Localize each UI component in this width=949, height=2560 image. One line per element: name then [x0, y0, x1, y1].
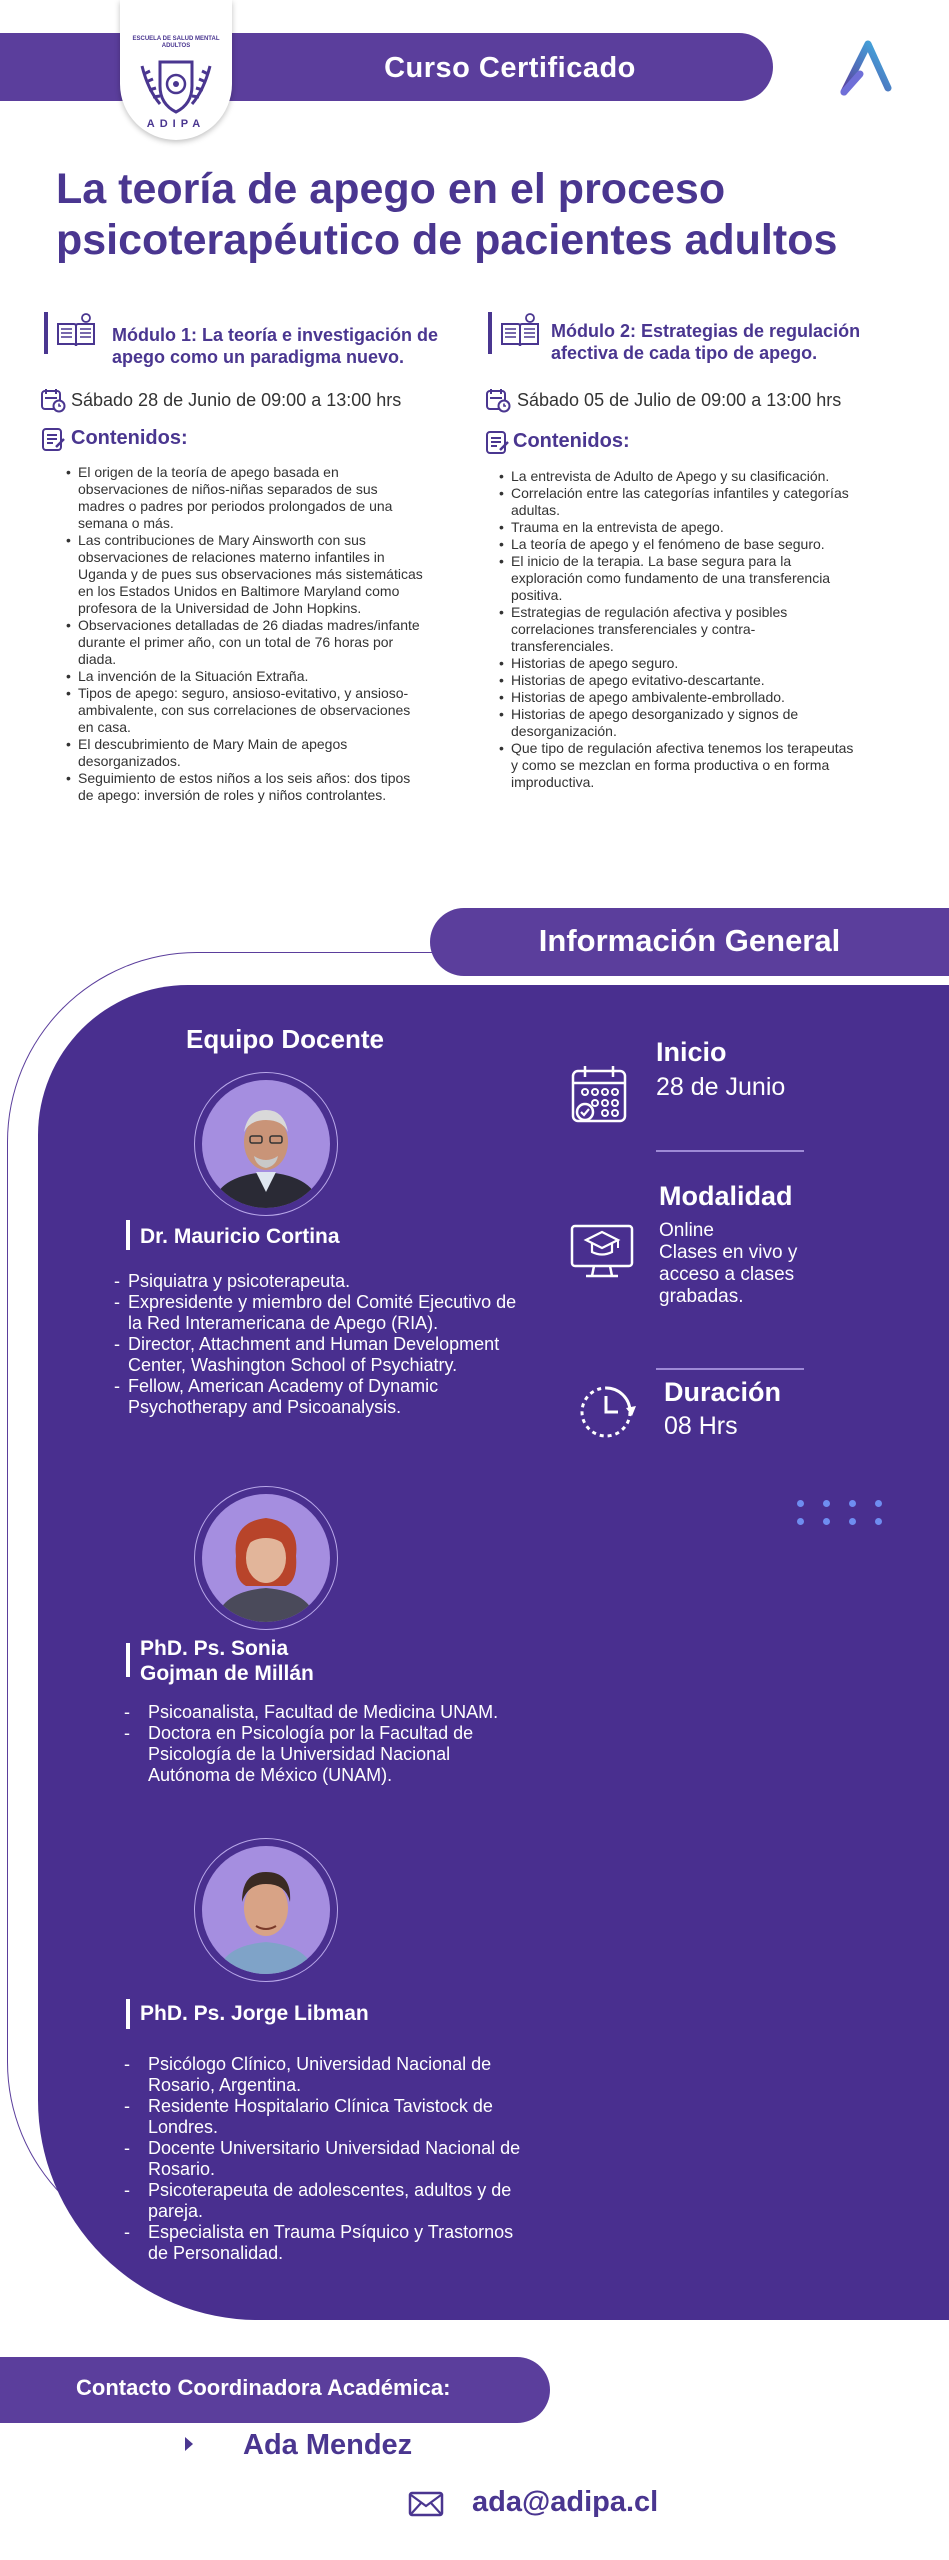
caret-right-icon — [182, 2433, 196, 2455]
page-title: La teoría de apego en el proceso psicoterapéutico de pacientes adultos — [56, 165, 838, 264]
content-item: • Historias de apego seguro. — [499, 655, 854, 672]
credential-item: - Docente Universitario Universidad Nacional de Rosario. — [124, 2138, 534, 2180]
decor-dot — [797, 1518, 804, 1525]
content-item: • Tipos de apego: seguro, ansioso-evitativo, y ansioso-ambivalente, con sus correlaciones de observaciones en casa. — [66, 685, 426, 736]
module-1-contents-list — [66, 464, 426, 804]
credential-item: - Psicoterapeuta de adolescentes, adultos y de pareja. — [124, 2180, 534, 2222]
content-item: • Historias de apego ambivalente-embrollado. — [499, 689, 854, 706]
module-2-title: Módulo 2: Estrategias de regulación afectiva de cada tipo de apego. — [551, 321, 861, 363]
content-item: • Que tipo de regulación afectiva tenemos los terapeutas y como se mezclan en forma productiva o en forma improductiva. — [499, 740, 854, 791]
module-1-title: Módulo 1: La teoría e investigación de apego como un paradigma nuevo. — [112, 325, 439, 367]
content-item: • El origen de la teoría de apego basada en observaciones de niños-niñas separados de sus madres o padres por periodos prolongados de una semana o más. — [66, 464, 426, 532]
teacher-2-photo — [202, 1494, 330, 1622]
mode-value: Online Clases en vivo y acceso a clases grabadas. — [659, 1220, 798, 1307]
divider — [656, 1150, 804, 1152]
content-item: • El inicio de la terapia. La base segura para la exploración como fundamento de una transferencia positiva. — [499, 553, 854, 604]
divider — [656, 1368, 804, 1370]
credential-item: - Director, Attachment and Human Development Center, Washington School of Psychiatry. — [114, 1334, 524, 1376]
credential-item: - Psicoanalista, Facultad de Medicina UNAM. — [124, 1702, 524, 1723]
decor-dot — [849, 1518, 856, 1525]
duration-label: Duración — [664, 1377, 782, 1407]
contact-title: Contacto Coordinadora Académica: — [76, 2375, 451, 2400]
module-1-date: Sábado 28 de Junio de 09:00 a 13:00 hrs — [71, 390, 402, 410]
coordinator-name: Ada Mendez — [243, 2429, 413, 2461]
teacher-3-credentials — [124, 2054, 534, 2264]
decor-dot — [875, 1518, 882, 1525]
content-item: • Historias de apego evitativo-descartante. — [499, 672, 854, 689]
document-list-icon — [40, 427, 66, 453]
clock-icon — [572, 1376, 642, 1446]
decor-dot — [797, 1500, 804, 1507]
module-2-contents-list — [499, 468, 854, 791]
teacher-3-accent-bar — [126, 1999, 130, 2029]
content-item: • La teoría de apego y el fenómeno de base seguro. — [499, 536, 854, 553]
book-idea-icon — [500, 312, 540, 350]
credential-item: - Residente Hospitalario Clínica Tavistock de Londres. — [124, 2096, 534, 2138]
teacher-2-accent-bar — [126, 1643, 130, 1677]
teacher-3-name: PhD. Ps. Jorge Libman — [140, 2002, 369, 2025]
online-class-icon — [568, 1212, 638, 1282]
general-info-title: Información General — [538, 923, 841, 958]
content-item: • El descubrimiento de Mary Main de apegos desorganizados. — [66, 736, 426, 770]
book-idea-icon — [56, 312, 96, 350]
content-item: • Correlación entre las categorías infantiles y categorías adultas. — [499, 485, 854, 519]
coordinator-email-link[interactable]: ada@adipa.cl — [472, 2486, 659, 2518]
decor-dot — [875, 1500, 882, 1507]
module-1-contents-label: Contenidos: — [71, 427, 188, 449]
calendar-clock-icon — [40, 387, 66, 413]
credential-item: - Fellow, American Academy of Dynamic Psychotherapy and Psicoanalysis. — [114, 1376, 524, 1418]
teacher-2-name: PhD. Ps. Sonia Gojman de Millán — [140, 1637, 314, 1685]
teacher-1-credentials — [114, 1271, 524, 1418]
credential-item: - Expresidente y miembro del Comité Ejecutivo de la Red Interamericana de Apego (RIA). — [114, 1292, 524, 1334]
logo-caption: ESCUELA DE SALUD MENTAL ADULTOS — [132, 36, 220, 49]
content-item: • La entrevista de Adulto de Apego y su clasificación. — [499, 468, 854, 485]
start-value: 28 de Junio — [656, 1073, 786, 1101]
decor-dot — [823, 1500, 830, 1507]
content-item: • Trauma en la entrevista de apego. — [499, 519, 854, 536]
logo-wordmark: ADIPA — [146, 118, 206, 130]
credential-item: - Psicólogo Clínico, Universidad Nacional de Rosario, Argentina. — [124, 2054, 534, 2096]
course-type-label: Curso Certificado — [384, 52, 636, 84]
duration-value: 08 Hrs — [664, 1412, 738, 1440]
content-item: • Observaciones detalladas de 26 diadas madres/infante durante el primer año, con un total de 76 horas por diada. — [66, 617, 426, 668]
module-2-accent-bar — [488, 312, 492, 354]
content-item: • La invención de la Situación Extraña. — [66, 668, 426, 685]
start-label: Inicio — [656, 1037, 727, 1067]
content-item: • Seguimiento de estos niños a los seis años: dos tipos de apego: inversión de roles y niños controlantes. — [66, 770, 426, 804]
brand-logo-icon — [838, 38, 894, 96]
mode-label: Modalidad — [659, 1181, 793, 1211]
mail-icon — [408, 2490, 444, 2518]
content-item: • Estrategias de regulación afectiva y posibles correlaciones transferenciales y contra-transferenciales. — [499, 604, 854, 655]
teacher-1-accent-bar — [126, 1220, 130, 1250]
teacher-2-credentials — [124, 1702, 524, 1786]
shield-logo-icon — [136, 56, 216, 118]
teaching-team-title: Equipo Docente — [186, 1024, 384, 1054]
teacher-1-photo — [202, 1080, 330, 1208]
calendar-clock-icon — [485, 387, 511, 413]
credential-item: - Psiquiatra y psicoterapeuta. — [114, 1271, 524, 1292]
decor-dot — [849, 1500, 856, 1507]
content-item: • Las contribuciones de Mary Ainsworth con sus observaciones de relaciones materno infantiles in Uganda y de pues sus observaciones más sistemáticas en los Estados Unidos en Baltimore Maryland como profesora de la Universidad de John Hopkins. — [66, 532, 426, 617]
module-2-contents-label: Contenidos: — [513, 430, 630, 452]
content-item: • Historias de apego desorganizado y signos de desorganización. — [499, 706, 854, 740]
teacher-1-name: Dr. Mauricio Cortina — [140, 1225, 340, 1248]
credential-item: - Doctora en Psicología por la Facultad de Psicología de la Universidad Nacional Autónoma de México (UNAM). — [124, 1723, 524, 1786]
credential-item: - Especialista en Trauma Psíquico y Trastornos de Personalidad. — [124, 2222, 534, 2264]
decor-dot — [823, 1518, 830, 1525]
module-1-accent-bar — [44, 312, 48, 354]
document-list-icon — [484, 430, 510, 456]
calendar-check-icon — [565, 1061, 635, 1131]
module-2-date: Sábado 05 de Julio de 09:00 a 13:00 hrs — [517, 390, 842, 410]
teacher-3-photo — [202, 1846, 330, 1974]
